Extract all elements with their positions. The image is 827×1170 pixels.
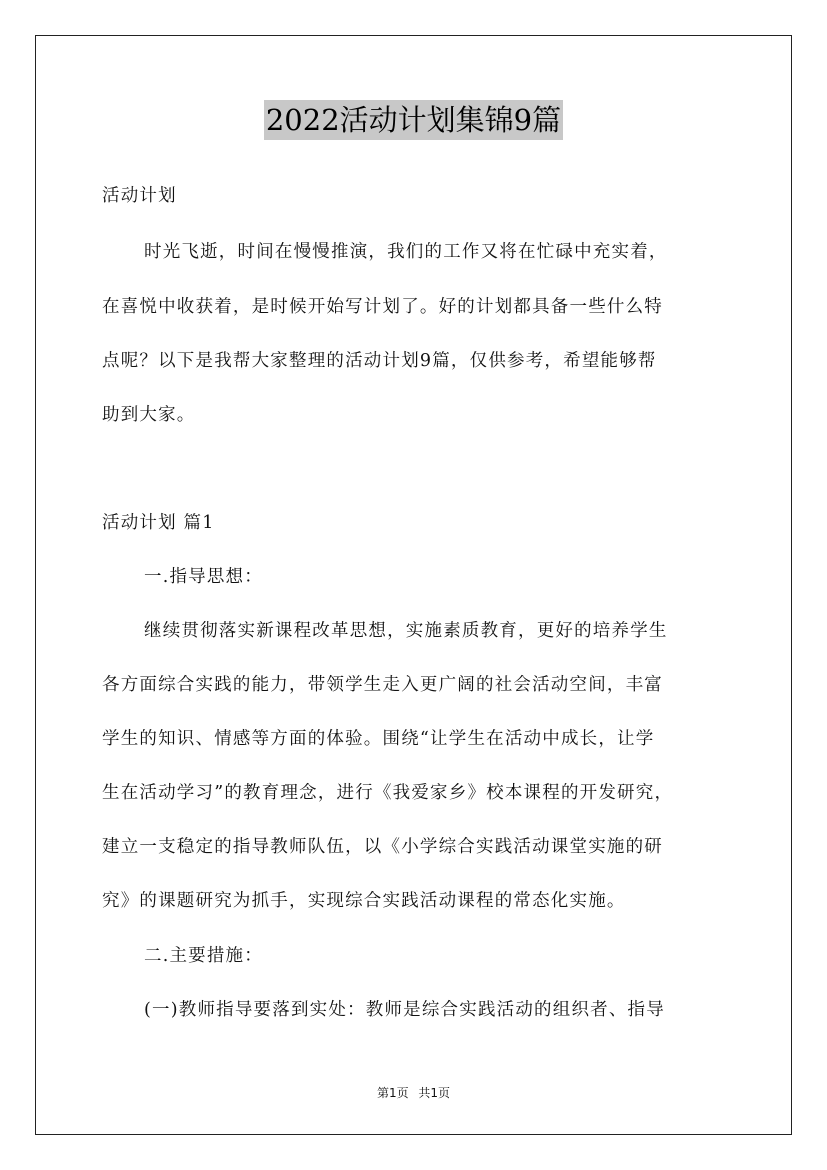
paragraph-line: 各方面综合实践的能力，带领学生走入更广阔的社会活动空间，丰富 bbox=[102, 675, 663, 695]
paragraph-line: 学生的知识、情感等方面的体验。围绕“让学生在活动中成长，让学 bbox=[102, 729, 655, 749]
page-number: 第1页 bbox=[376, 1086, 409, 1100]
title-container bbox=[0, 100, 827, 140]
paragraph-line: (一)教师指导要落到实处：教师是综合实践活动的组织者、指导 bbox=[144, 1000, 665, 1020]
paragraph-line: 助到大家。 bbox=[102, 405, 196, 425]
section-heading: 活动计划 篇1 bbox=[102, 513, 215, 533]
page-total: 共1页 bbox=[418, 1086, 451, 1100]
page-footer bbox=[0, 1084, 827, 1101]
subheading: 一.指导思想： bbox=[144, 567, 263, 587]
paragraph-line: 继续贯彻落实新课程改革思想，实施素质教育，更好的培养学生 bbox=[144, 621, 668, 641]
paragraph-line: 建立一支稳定的指导教师队伍，以《小学综合实践活动课堂实施的研 bbox=[102, 837, 663, 857]
paragraph-line: 究》的课题研究为抓手，实现综合实践活动课程的常态化实施。 bbox=[102, 891, 626, 911]
paragraph-line: 生在活动学习”的教育理念，进行《我爱家乡》校本课程的开发研究， bbox=[102, 783, 674, 803]
subheading: 二.主要措施： bbox=[144, 946, 263, 966]
paragraph-line: 在喜悦中收获着，是时候开始写计划了。好的计划都具备一些什么特 bbox=[102, 297, 663, 317]
document-title: 2022活动计划集锦9篇 bbox=[264, 100, 563, 140]
section-heading: 活动计划 bbox=[102, 186, 177, 206]
paragraph-line: 点呢？以下是我帮大家整理的活动计划9篇，仅供参考，希望能够帮 bbox=[102, 351, 657, 371]
paragraph-line: 时光飞逝，时间在慢慢推演，我们的工作又将在忙碌中充实着， bbox=[144, 242, 668, 262]
